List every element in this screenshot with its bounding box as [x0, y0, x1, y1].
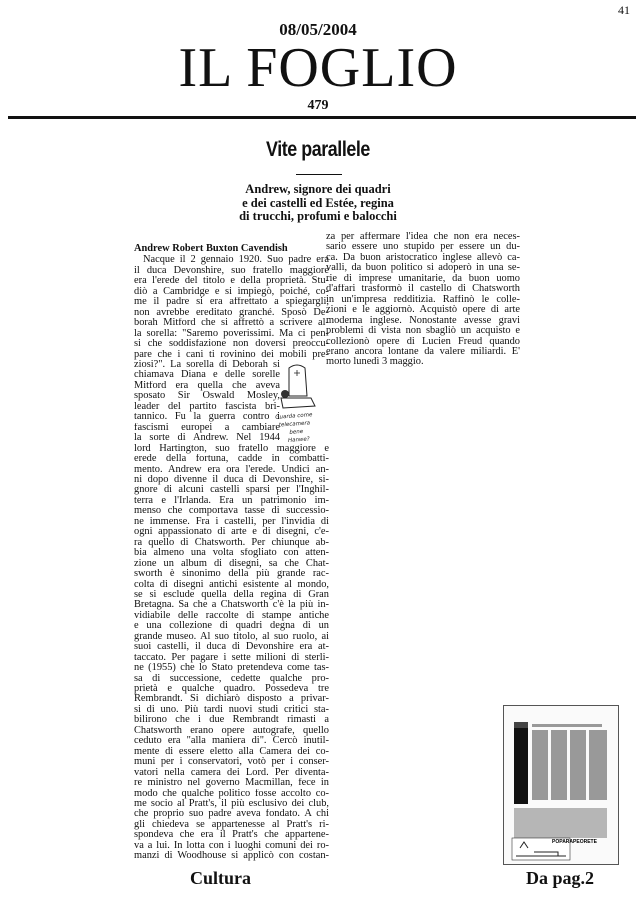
article-text-line: ne (1955) che lo Stato pretendeva come tas- — [134, 663, 329, 674]
article-text-line: gnore di alcuni castelli sparsi per l'Inghil- — [134, 485, 329, 496]
article-text-line: zione un album di disegni, sa che Chat- — [134, 558, 329, 569]
article-text-line: mente di essere eletto alla Camera dei co- — [134, 746, 329, 757]
article-text-line: ra quello di Chatsworth. Per chiunque ab- — [134, 537, 329, 548]
article-text-line: borah Mitford che si affrettò a scrivere al- — [134, 318, 329, 329]
article-text-line: il duca Devonshire, suo fratello maggiore — [134, 265, 329, 276]
article-text-line: ziosi?". La sorella di Deborah si — [134, 359, 280, 370]
article-text-line: ca. Da buon aristocratico inglese allevò ca- — [326, 252, 520, 263]
thumbnail-headline: POPARAPEORETE — [552, 839, 597, 845]
article-text-line: vidiabile delle raccolte di stampe antiche — [134, 610, 329, 621]
article-text-line: che proprio suo padre aveva fondato. A chi — [134, 809, 329, 820]
page-thumbnail — [503, 705, 619, 865]
article-text-line: in un'impresa redditizia. Raffinò le colle- — [326, 294, 520, 305]
article-text-line: sa di successione, cedette qualche pro- — [134, 673, 329, 684]
article-text-line: si di uno. Più tardi nuovi studi critici sta- — [134, 704, 329, 715]
article-text-line: tannico. Fu la guerra contro i — [134, 412, 280, 423]
kicker-divider — [296, 174, 342, 175]
article-text-line: bia almeno una volta sfogliato con atten- — [134, 548, 329, 559]
article-text-line: mento. Andrew era ora l'erede. Undici an- — [134, 464, 329, 475]
article-text-line: morto lunedì 3 maggio. — [326, 357, 424, 368]
article-text-line: la sorella: "Saremo poverissimi. Ma ci pen- — [134, 328, 329, 339]
header-divider — [8, 116, 636, 119]
newspaper-page-thumbnail-icon — [504, 706, 618, 864]
article-text-line: suoi castelli, il duca di Devonshire era at- — [134, 642, 329, 653]
article-text-line: Chatsworth erano opere autografe, quello — [134, 725, 329, 736]
article-text-line: bilirono che i due Rembrandt rimasti a — [134, 715, 329, 726]
article-text-line: non avrebbe ereditato granché. Sposò De- — [134, 307, 329, 318]
article-text-line: collezionò opere di Lucien Freud quando — [326, 336, 520, 347]
article-text-line: sworth è sinonimo della più grande rac- — [134, 569, 329, 580]
article-text-line: leader del partito fascista bri- — [134, 401, 280, 412]
article-text-line: menso che comportava tasse di successio- — [134, 506, 329, 517]
article-text-line: taccato. Per pagare i sette milioni di sterli- — [134, 652, 329, 663]
article-text-line: rie di imprese umanitarie, da buon uomo — [326, 273, 520, 284]
article-text-line: la sorte di Andrew. Nel 1944 — [134, 433, 280, 444]
subtitle-line: Andrew, signore dei quadri — [245, 182, 391, 196]
subtitle-line: e dei castelli ed Estée, regina — [242, 195, 394, 210]
article-text-line: problemi di vista non sbagliò un acquisto e — [326, 326, 520, 337]
article-text-line: valli, da buon politico si adoperò in una se- — [326, 263, 520, 274]
article-text-line: chiamava Diana e delle sorelle — [134, 370, 280, 381]
article-text-line: si che soddisfazione non doversi preoccu- — [134, 339, 329, 350]
article-text-line: Rembrandt. Si dichiarò disposto a privar- — [134, 694, 329, 705]
continued-from-label: Da pag.2 — [526, 868, 595, 888]
article-text-line: me socio al Pratt's, il più esclusivo dei club, — [134, 799, 329, 810]
subtitle-line: di trucchi, profumi e balocchi — [239, 209, 397, 223]
article-text-line: e una collezione di quadri degna di un — [134, 621, 329, 632]
article-text-line: spondeva che era il Pratt's che appartene- — [134, 830, 329, 841]
sketch-caption-line: bene — [289, 428, 304, 436]
article-text-line: fascismi europei a cambiare — [134, 422, 280, 433]
article-text-line: vatori nella camera dei Lord. Per diventa- — [134, 767, 329, 778]
article-text-line: za per affermare l'idea che non era neces- — [326, 232, 520, 242]
article-text-line: sposato Sir Oswald Mosley, — [134, 391, 280, 402]
publication-date: 08/05/2004 — [279, 20, 357, 39]
sketch-caption-line: Guarda come — [275, 412, 313, 421]
article-column-1 — [134, 244, 329, 862]
article-text-line: prietà e qualche quadro. Possedeva tre — [134, 684, 329, 695]
page-number: 41 — [618, 3, 630, 17]
article-text-line: grande museo. Al suo titolo, al suo ruolo, ai — [134, 631, 329, 642]
article-text-line: se si esclude quella della regina di Gran — [134, 589, 329, 600]
article-text-line: me il padre si era affrettato a spiegargli, — [134, 297, 329, 308]
article-text-line: va a lui. In lotta con i luoghi comuni dei ro- — [134, 840, 329, 851]
section-label: Cultura — [190, 868, 252, 888]
sketch-caption-line: Hanwe? — [287, 436, 310, 444]
article-text-line: erano ancora lontane da valere miliardi. E' — [326, 346, 520, 357]
article-text-line: ne immense. Fra i castelli, per l'invidia di — [134, 516, 329, 527]
article-text-line: gli chiedeva se appartenesse al Pratt's ri- — [134, 819, 329, 830]
sketch-caption-line: telecamera — [278, 420, 311, 429]
article-text-line: erede della fortuna, cadde in combatti- — [134, 454, 329, 465]
article-kicker: Vite parallele — [266, 138, 370, 161]
article-text-line: Mitford era quella che aveva — [134, 380, 280, 391]
article-text-line: Nacque il 2 gennaio 1920. Suo padre era — [143, 255, 329, 266]
article-text-line: moderna inglese. Nonostante avesse gravi — [326, 315, 520, 326]
article-text-line: era l'erede del titolo e della proprietà. Stu- — [134, 276, 329, 287]
article-text-line: d'affari trasformò il castello di Chatsworth — [326, 284, 520, 295]
article-subtitle — [0, 183, 636, 224]
article-text-line: muni per i conservatori, votò per i conser- — [134, 757, 329, 768]
article-text-line: colta di disegni antichi esistente al mondo, — [134, 579, 329, 590]
article-text-line: ceduto era "alla maniera di". Cercò inutil- — [134, 736, 329, 747]
article-text-line: ogni appassionato di arte e di disegni, c'e- — [134, 527, 329, 538]
newspaper-masthead: IL FOGLIO — [178, 37, 458, 99]
article-text-line: pare che i cani ti rovinino dei mobili pre- — [134, 349, 329, 360]
issue-number: 479 — [307, 98, 329, 113]
article-text-line: Bretagna. Sa che a Chatsworth c'è la più in- — [134, 600, 329, 611]
article-text-line: lord Hartington, suo fratello maggiore e — [134, 443, 329, 454]
article-text-line: diò a Cambridge e si impiegò, poiché, co- — [134, 286, 329, 297]
article-text-line: sario essere uno stupido per essere un du- — [326, 242, 520, 253]
article-text-line: modo che qualche politico fosse accolto co- — [134, 788, 329, 799]
article-byline: Andrew Robert Buxton Cavendish — [134, 243, 288, 254]
article-text-line: ni dopo divenne il duca di Devonshire, si- — [134, 474, 329, 485]
handwritten-sketch-icon — [273, 362, 329, 448]
article-column-2 — [326, 232, 520, 368]
article-text-line: zioni e le aggiornò. Acquistò opere di arte — [326, 305, 520, 316]
article-text-line: re ministro nel governo Macmillan, fece in — [134, 778, 329, 789]
article-text-line: terra e l'Irlanda. Era un patrimonio im- — [134, 495, 329, 506]
article-text-line: manzi di Woodhouse si applicò con costan- — [134, 851, 329, 862]
